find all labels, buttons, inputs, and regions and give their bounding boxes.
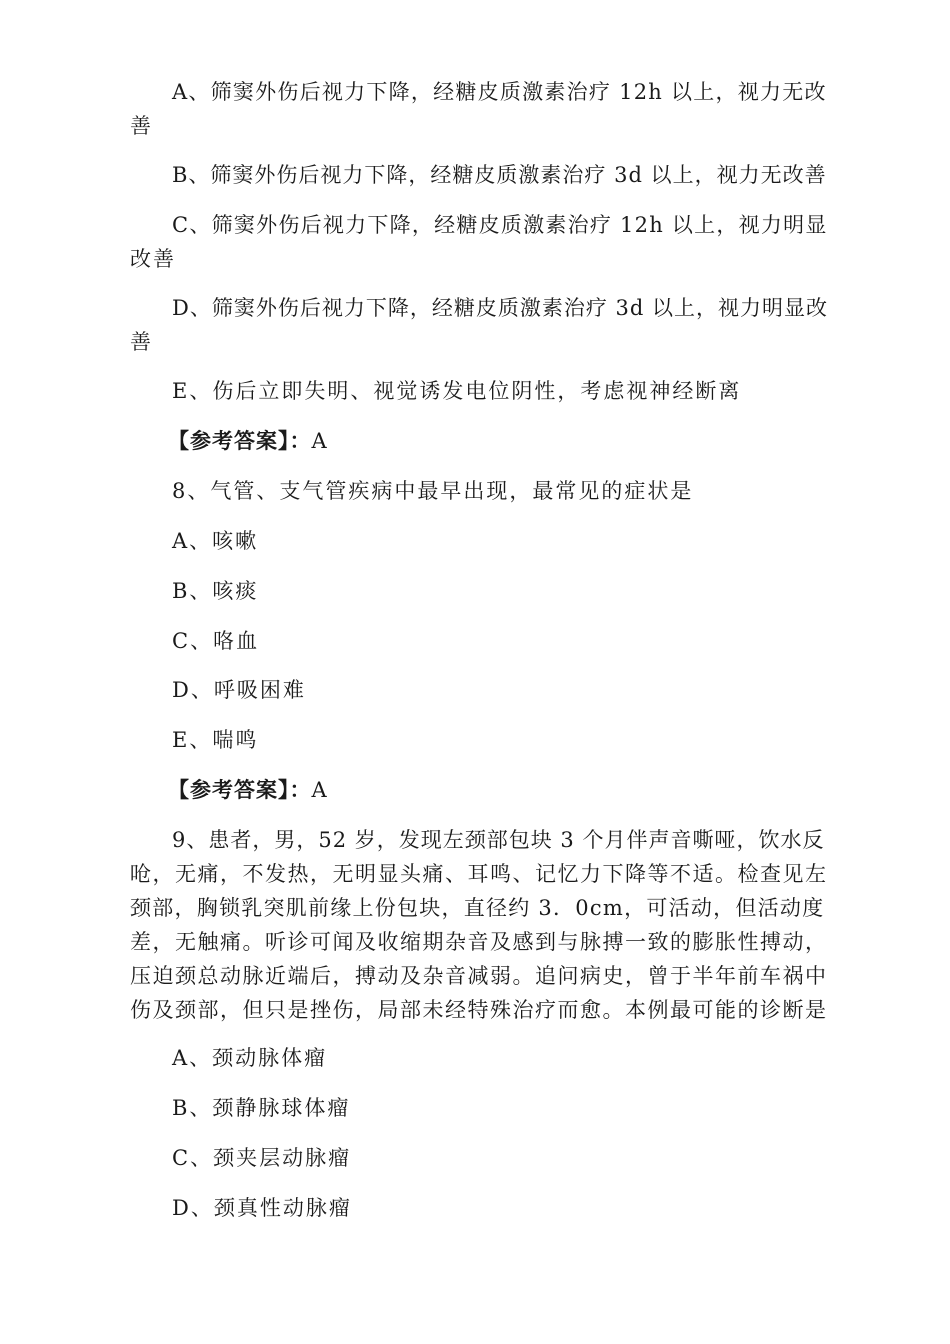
q8-answer — [168, 778, 328, 802]
q9-option-a: A、颈动脉体瘤 — [172, 1046, 328, 1070]
answer-label: 【参考答案】： — [168, 429, 312, 453]
q7-option-c-line1: C、筛窦外伤后视力下降，经糖皮质激素治疗 12h 以上，视力明显 — [172, 213, 828, 237]
q7-option-d-line2: 善 — [130, 330, 153, 354]
q9-stem-line5: 压迫颈总动脉近端后，搏动及杂音减弱。追问病史，曾于半年前车祸中 — [130, 964, 828, 988]
q8-option-c: C、咯血 — [172, 629, 260, 653]
answer-value: A — [311, 778, 328, 802]
q8-option-e: E、喘鸣 — [172, 728, 259, 752]
q7-option-c-line2: 改善 — [130, 247, 176, 271]
q9-stem-line1: 9、患者，男，52 岁，发现左颈部包块 3 个月伴声音嘶哑，饮水反 — [172, 828, 825, 852]
answer-label: 【参考答案】： — [168, 778, 312, 802]
q7-answer — [168, 429, 328, 453]
q8-option-d: D、呼吸困难 — [172, 678, 306, 702]
q7-option-e: E、伤后立即失明、视觉诱发电位阴性，考虑视神经断离 — [172, 379, 742, 403]
q9-stem-line3: 颈部，胸锁乳突肌前缘上份包块，直径约 3．0cm，可活动，但活动度 — [130, 896, 825, 920]
q8-stem: 8、气管、支气管疾病中最早出现，最常见的症状是 — [172, 479, 694, 503]
q9-stem-line4: 差，无触痛。听诊可闻及收缩期杂音及感到与脉搏一致的膨胀性搏动， — [130, 930, 828, 954]
q9-stem-line2: 呛，无痛，不发热，无明显头痛、耳鸣、记忆力下降等不适。检查见左 — [130, 862, 828, 886]
q7-option-d-line1: D、筛窦外伤后视力下降，经糖皮质激素治疗 3d 以上，视力明显改 — [172, 296, 828, 320]
q9-option-d: D、颈真性动脉瘤 — [172, 1196, 352, 1220]
q9-option-b: B、颈静脉球体瘤 — [172, 1096, 351, 1120]
q7-option-a-line1: A、筛窦外伤后视力下降，经糖皮质激素治疗 12h 以上，视力无改 — [172, 80, 827, 104]
q8-option-a: A、咳嗽 — [172, 529, 259, 553]
q8-option-b: B、咳痰 — [172, 579, 259, 603]
q7-option-a-line2: 善 — [130, 114, 153, 138]
q9-option-c: C、颈夹层动脉瘤 — [172, 1146, 352, 1170]
q7-option-b: B、筛窦外伤后视力下降，经糖皮质激素治疗 3d 以上，视力无改善 — [172, 163, 827, 187]
answer-value: A — [311, 429, 328, 453]
q9-stem-line6: 伤及颈部，但只是挫伤，局部未经特殊治疗而愈。本例最可能的诊断是 — [130, 998, 828, 1022]
